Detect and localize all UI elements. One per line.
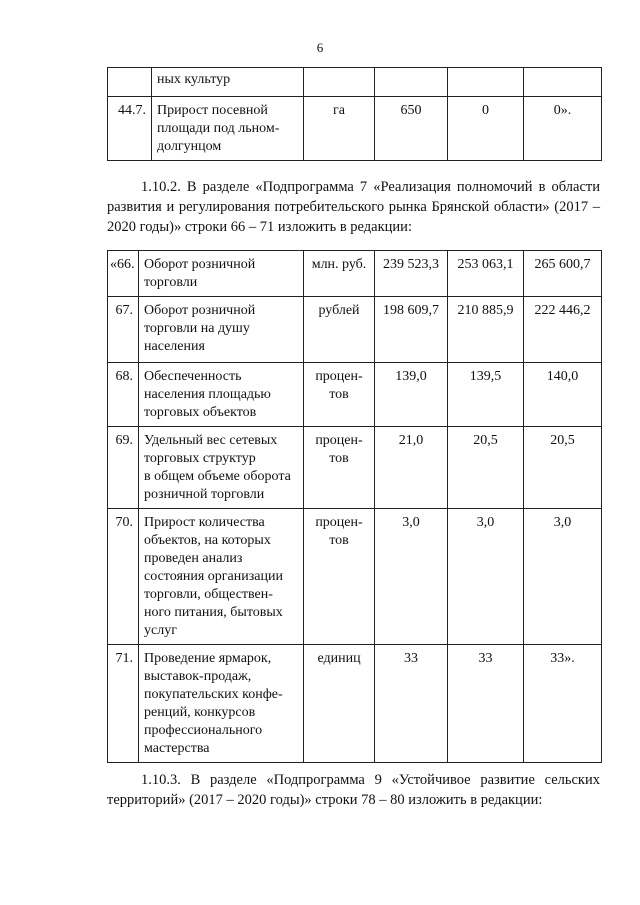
indicator-name-line: ренций, конкурсов — [144, 705, 256, 720]
value-2: 139,5 — [448, 363, 524, 427]
value-3: 0». — [524, 97, 602, 161]
table-top — [107, 67, 602, 161]
value-3: 33». — [524, 645, 602, 763]
indicator-name-line: торговли, обществен- — [144, 587, 273, 602]
table-row — [108, 68, 602, 97]
value-2: 0 — [448, 97, 524, 161]
unit — [304, 68, 375, 97]
table-row — [108, 251, 602, 297]
row-number: 44.7. — [108, 97, 152, 161]
value-3: 140,0 — [524, 363, 602, 427]
value-3 — [524, 68, 602, 97]
indicator-name-line: Удельный вес сетевых — [144, 433, 278, 448]
unit — [304, 645, 375, 763]
value-3: 265 600,7 — [524, 251, 602, 297]
indicator-name-line: населения площадью — [144, 387, 271, 402]
indicator-name-line: Прирост посевной — [157, 103, 268, 118]
indicator-name-line: покупательских конфе- — [144, 687, 283, 702]
row-number: 70. — [108, 509, 139, 645]
indicator-name — [139, 427, 304, 509]
value-2: 3,0 — [448, 509, 524, 645]
table-row — [108, 363, 602, 427]
indicator-name-line: торговли на душу — [144, 321, 250, 336]
paragraph-2: 1.10.3. В разделе «Подпрограмма 9 «Устойчивое развитие сельских территорий» (2017 – 2020 годы)» строки 78 – 80 изложить в редакции: — [107, 772, 600, 808]
indicator-name-line: площади под льном- — [157, 121, 280, 136]
indicator-name-line: состояния организации — [144, 569, 283, 584]
value-3: 222 446,2 — [524, 297, 602, 363]
unit-line: процен- — [315, 369, 363, 384]
unit — [304, 251, 375, 297]
indicator-name-line: ного питания, бытовых — [144, 605, 283, 620]
table-main — [107, 250, 602, 763]
indicator-name — [139, 297, 304, 363]
unit-line: рублей — [318, 303, 360, 318]
unit-line: процен- — [315, 515, 363, 530]
value-1: 650 — [375, 97, 448, 161]
indicator-name-line: услуг — [144, 623, 177, 638]
value-1: 33 — [375, 645, 448, 763]
indicator-name-line: торговли — [144, 275, 198, 290]
unit-line: млн. руб. — [311, 257, 367, 272]
indicator-name — [139, 363, 304, 427]
value-1: 198 609,7 — [375, 297, 448, 363]
indicator-name — [139, 251, 304, 297]
indicator-name-line: мастерства — [144, 741, 210, 756]
unit — [304, 297, 375, 363]
indicator-name-line: торговых объектов — [144, 405, 257, 420]
value-2: 253 063,1 — [448, 251, 524, 297]
value-1: 239 523,3 — [375, 251, 448, 297]
indicator-name — [139, 509, 304, 645]
unit — [304, 427, 375, 509]
indicator-name-line: выставок-продаж, — [144, 669, 252, 684]
row-number: 68. — [108, 363, 139, 427]
row-number: «66. — [108, 251, 139, 297]
table-row — [108, 297, 602, 363]
indicator-name-line: населения — [144, 339, 205, 354]
value-1: 139,0 — [375, 363, 448, 427]
unit-line: тов — [329, 451, 349, 466]
indicator-name-line: торговых структур — [144, 451, 256, 466]
table-row — [108, 427, 602, 509]
unit-line: тов — [329, 387, 349, 402]
value-2 — [448, 68, 524, 97]
paragraph-1: 1.10.2. В разделе «Подпрограмма 7 «Реализация полномочий в области развития и регулирования потребительского рынка Брянской области» (2017 – 2020 годы)» строки 66 – 71 изложить в редакции: — [107, 179, 600, 235]
indicator-name — [139, 645, 304, 763]
indicator-name-line: профессионального — [144, 723, 263, 738]
value-2: 210 885,9 — [448, 297, 524, 363]
indicator-name-line: Проведение ярмарок, — [144, 651, 272, 666]
value-1 — [375, 68, 448, 97]
row-number: 67. — [108, 297, 139, 363]
unit-line: единиц — [317, 651, 361, 666]
page-number: 6 — [316, 40, 324, 55]
unit-line: процен- — [315, 433, 363, 448]
indicator-name-line: Прирост количества — [144, 515, 265, 530]
table-row — [108, 97, 602, 161]
unit — [304, 509, 375, 645]
indicator-name-line: ных культур — [157, 72, 231, 87]
value-1: 3,0 — [375, 509, 448, 645]
indicator-name-line: розничной торговли — [144, 487, 265, 502]
indicator-name-line: долгунцом — [157, 139, 222, 154]
unit-line: тов — [329, 533, 349, 548]
table-row — [108, 509, 602, 645]
row-number: 69. — [108, 427, 139, 509]
unit — [304, 97, 375, 161]
row-number — [108, 68, 152, 97]
row-number: 71. — [108, 645, 139, 763]
indicator-name — [152, 97, 304, 161]
value-2: 33 — [448, 645, 524, 763]
unit-line: га — [333, 103, 345, 118]
indicator-name-line: Оборот розничной — [144, 257, 256, 272]
indicator-name-line: Оборот розничной — [144, 303, 256, 318]
value-1: 21,0 — [375, 427, 448, 509]
table-row — [108, 645, 602, 763]
indicator-name-line: в общем объеме оборота — [144, 469, 291, 484]
indicator-name — [152, 68, 304, 97]
unit — [304, 363, 375, 427]
value-2: 20,5 — [448, 427, 524, 509]
value-3: 20,5 — [524, 427, 602, 509]
indicator-name-line: проведен анализ — [144, 551, 243, 566]
indicator-name-line: Обеспеченность — [144, 369, 242, 384]
indicator-name-line: объектов, на которых — [144, 533, 271, 548]
value-3: 3,0 — [524, 509, 602, 645]
